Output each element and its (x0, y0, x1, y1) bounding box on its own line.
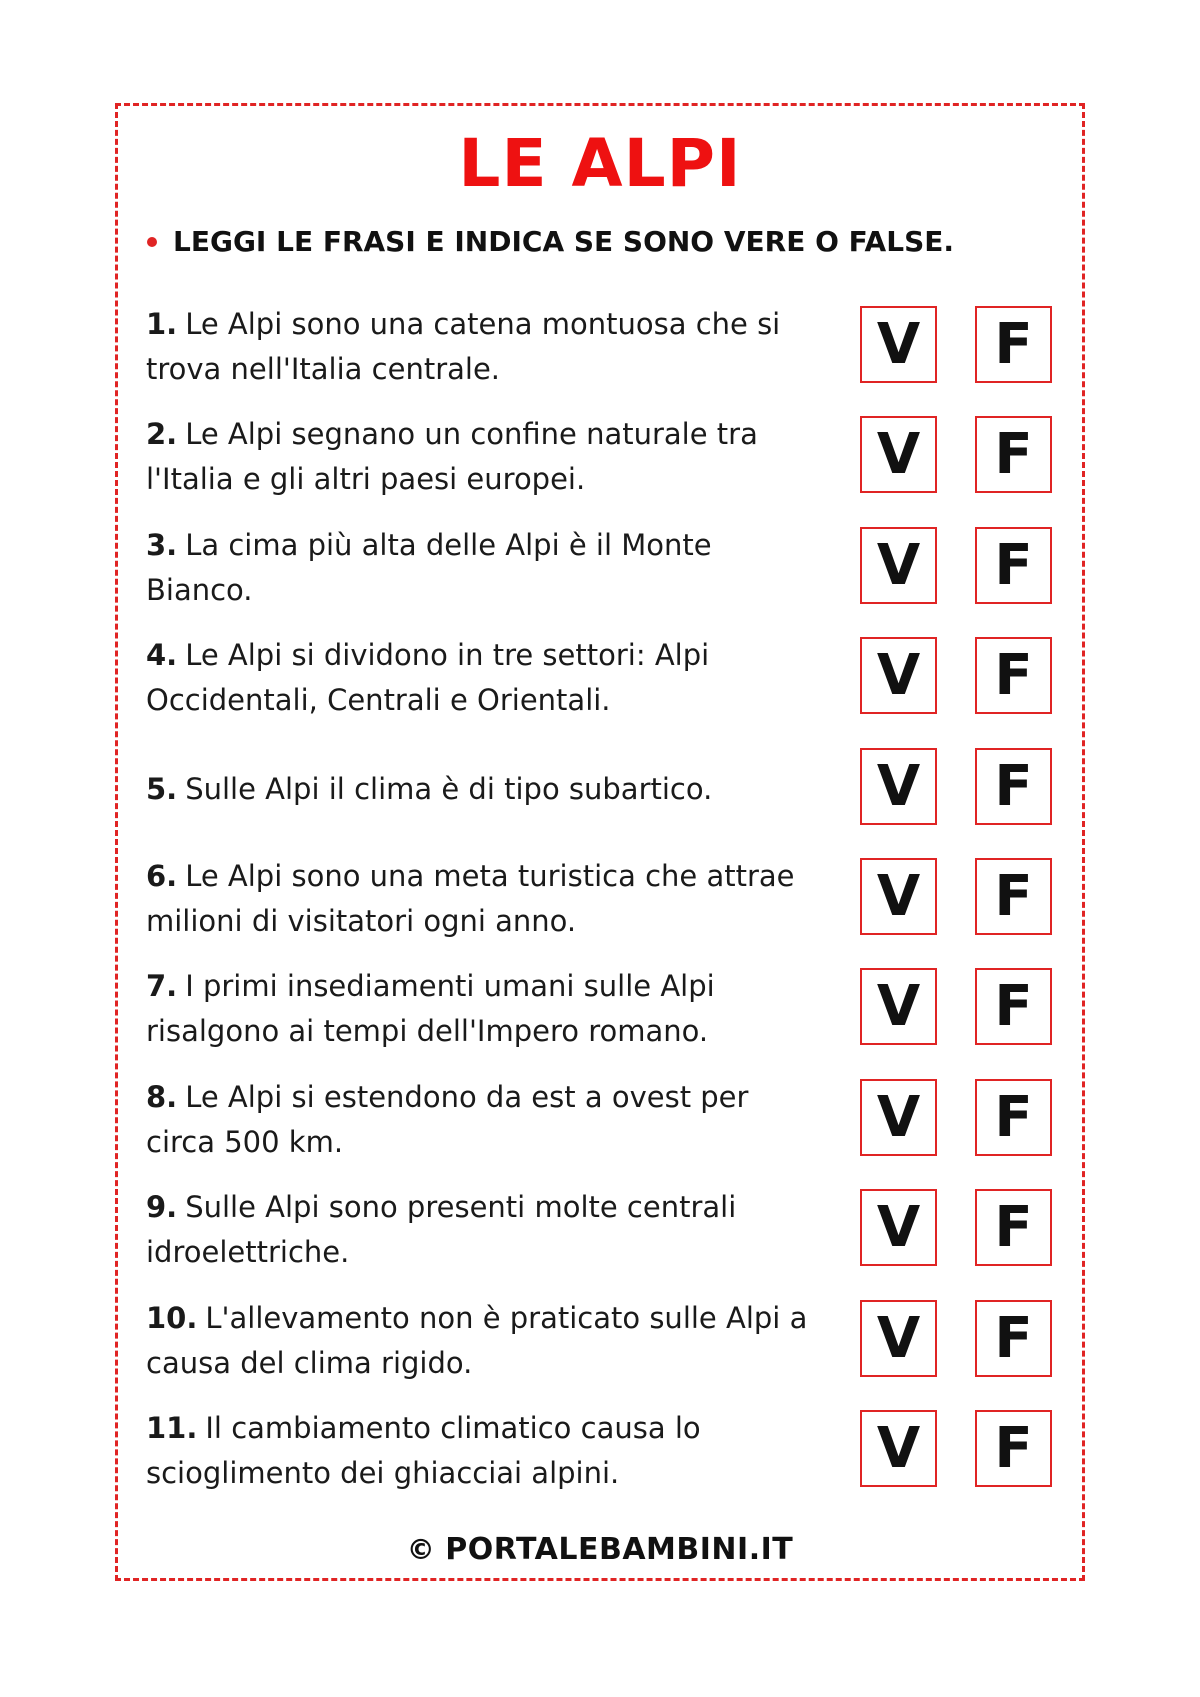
false-box-5[interactable]: F (975, 748, 1052, 825)
question-number: 8. (146, 1080, 178, 1114)
question-row-3 (146, 527, 1056, 637)
false-box-2[interactable]: F (975, 416, 1052, 493)
true-box-4[interactable]: V (860, 637, 937, 714)
false-box-4[interactable]: F (975, 637, 1052, 714)
true-box-5[interactable]: V (860, 748, 937, 825)
question-text-7 (146, 968, 816, 1050)
true-box-11[interactable]: V (860, 1410, 937, 1487)
question-statement: Le Alpi si dividono in tre settori: Alpi Occidentali, Centrali e Orientali. (146, 638, 710, 717)
question-row-5 (146, 748, 1056, 858)
question-text-9 (146, 1189, 816, 1271)
question-statement: Le Alpi sono una meta turistica che attrae milioni di visitatori ogni anno. (146, 859, 795, 938)
true-box-7[interactable]: V (860, 968, 937, 1045)
question-text-1 (146, 306, 816, 388)
question-number: 9. (146, 1190, 178, 1224)
true-box-3[interactable]: V (860, 527, 937, 604)
true-box-1[interactable]: V (860, 306, 937, 383)
question-text-11 (146, 1410, 816, 1492)
question-number: 6. (146, 859, 178, 893)
question-statement: Le Alpi segnano un confine naturale tra l'Italia e gli altri paesi europei. (146, 417, 758, 496)
copyright-icon: © (406, 1533, 436, 1566)
question-row-4 (146, 637, 1056, 747)
question-statement: Sulle Alpi sono presenti molte centrali idroelettriche. (146, 1190, 737, 1269)
question-row-11 (146, 1410, 1056, 1520)
question-number: 3. (146, 528, 178, 562)
question-number: 2. (146, 417, 178, 451)
instruction-text: LEGGI LE FRASI E INDICA SE SONO VERE O FALSE. (173, 225, 954, 258)
false-box-6[interactable]: F (975, 858, 1052, 935)
false-box-10[interactable]: F (975, 1300, 1052, 1377)
false-box-7[interactable]: F (975, 968, 1052, 1045)
page-title: LE ALPI (458, 125, 742, 202)
question-row-8 (146, 1079, 1056, 1189)
question-row-9 (146, 1189, 1056, 1299)
question-statement: Le Alpi sono una catena montuosa che si trova nell'Italia centrale. (146, 307, 781, 386)
question-statement: I primi insediamenti umani sulle Alpi risalgono ai tempi dell'Impero romano. (146, 969, 715, 1048)
question-statement: L'allevamento non è praticato sulle Alpi a causa del clima rigido. (146, 1301, 808, 1380)
true-box-9[interactable]: V (860, 1189, 937, 1266)
question-text-10 (146, 1300, 816, 1382)
true-box-8[interactable]: V (860, 1079, 937, 1156)
true-box-6[interactable]: V (860, 858, 937, 935)
question-statement: La cima più alta delle Alpi è il Monte Bianco. (146, 528, 712, 607)
footer-credit (0, 1532, 1200, 1567)
question-statement: Il cambiamento climatico causa lo scioglimento dei ghiacciai alpini. (146, 1411, 701, 1490)
question-number: 7. (146, 969, 178, 1003)
question-number: 11. (146, 1411, 198, 1445)
question-statement: Le Alpi si estendono da est a ovest per circa 500 km. (146, 1080, 749, 1159)
false-box-1[interactable]: F (975, 306, 1052, 383)
question-row-1 (146, 306, 1056, 416)
question-text-6 (146, 858, 816, 940)
question-number: 1. (146, 307, 178, 341)
question-row-10 (146, 1300, 1056, 1410)
false-box-11[interactable]: F (975, 1410, 1052, 1487)
false-box-8[interactable]: F (975, 1079, 1052, 1156)
question-text-3 (146, 527, 816, 609)
question-text-2 (146, 416, 816, 498)
true-box-2[interactable]: V (860, 416, 937, 493)
question-row-6 (146, 858, 1056, 968)
question-number: 4. (146, 638, 178, 672)
question-text-8 (146, 1079, 816, 1161)
false-box-9[interactable]: F (975, 1189, 1052, 1266)
question-text-4 (146, 637, 816, 719)
question-statement: Sulle Alpi il clima è di tipo subartico. (185, 771, 713, 806)
question-number: 10. (146, 1301, 198, 1335)
question-number: 5. (146, 771, 178, 806)
true-box-10[interactable]: V (860, 1300, 937, 1377)
false-box-3[interactable]: F (975, 527, 1052, 604)
footer-site: PORTALEBAMBINI.IT (445, 1532, 794, 1567)
question-row-7 (146, 968, 1056, 1078)
question-row-2 (146, 416, 1056, 526)
question-text-5 (146, 748, 816, 830)
